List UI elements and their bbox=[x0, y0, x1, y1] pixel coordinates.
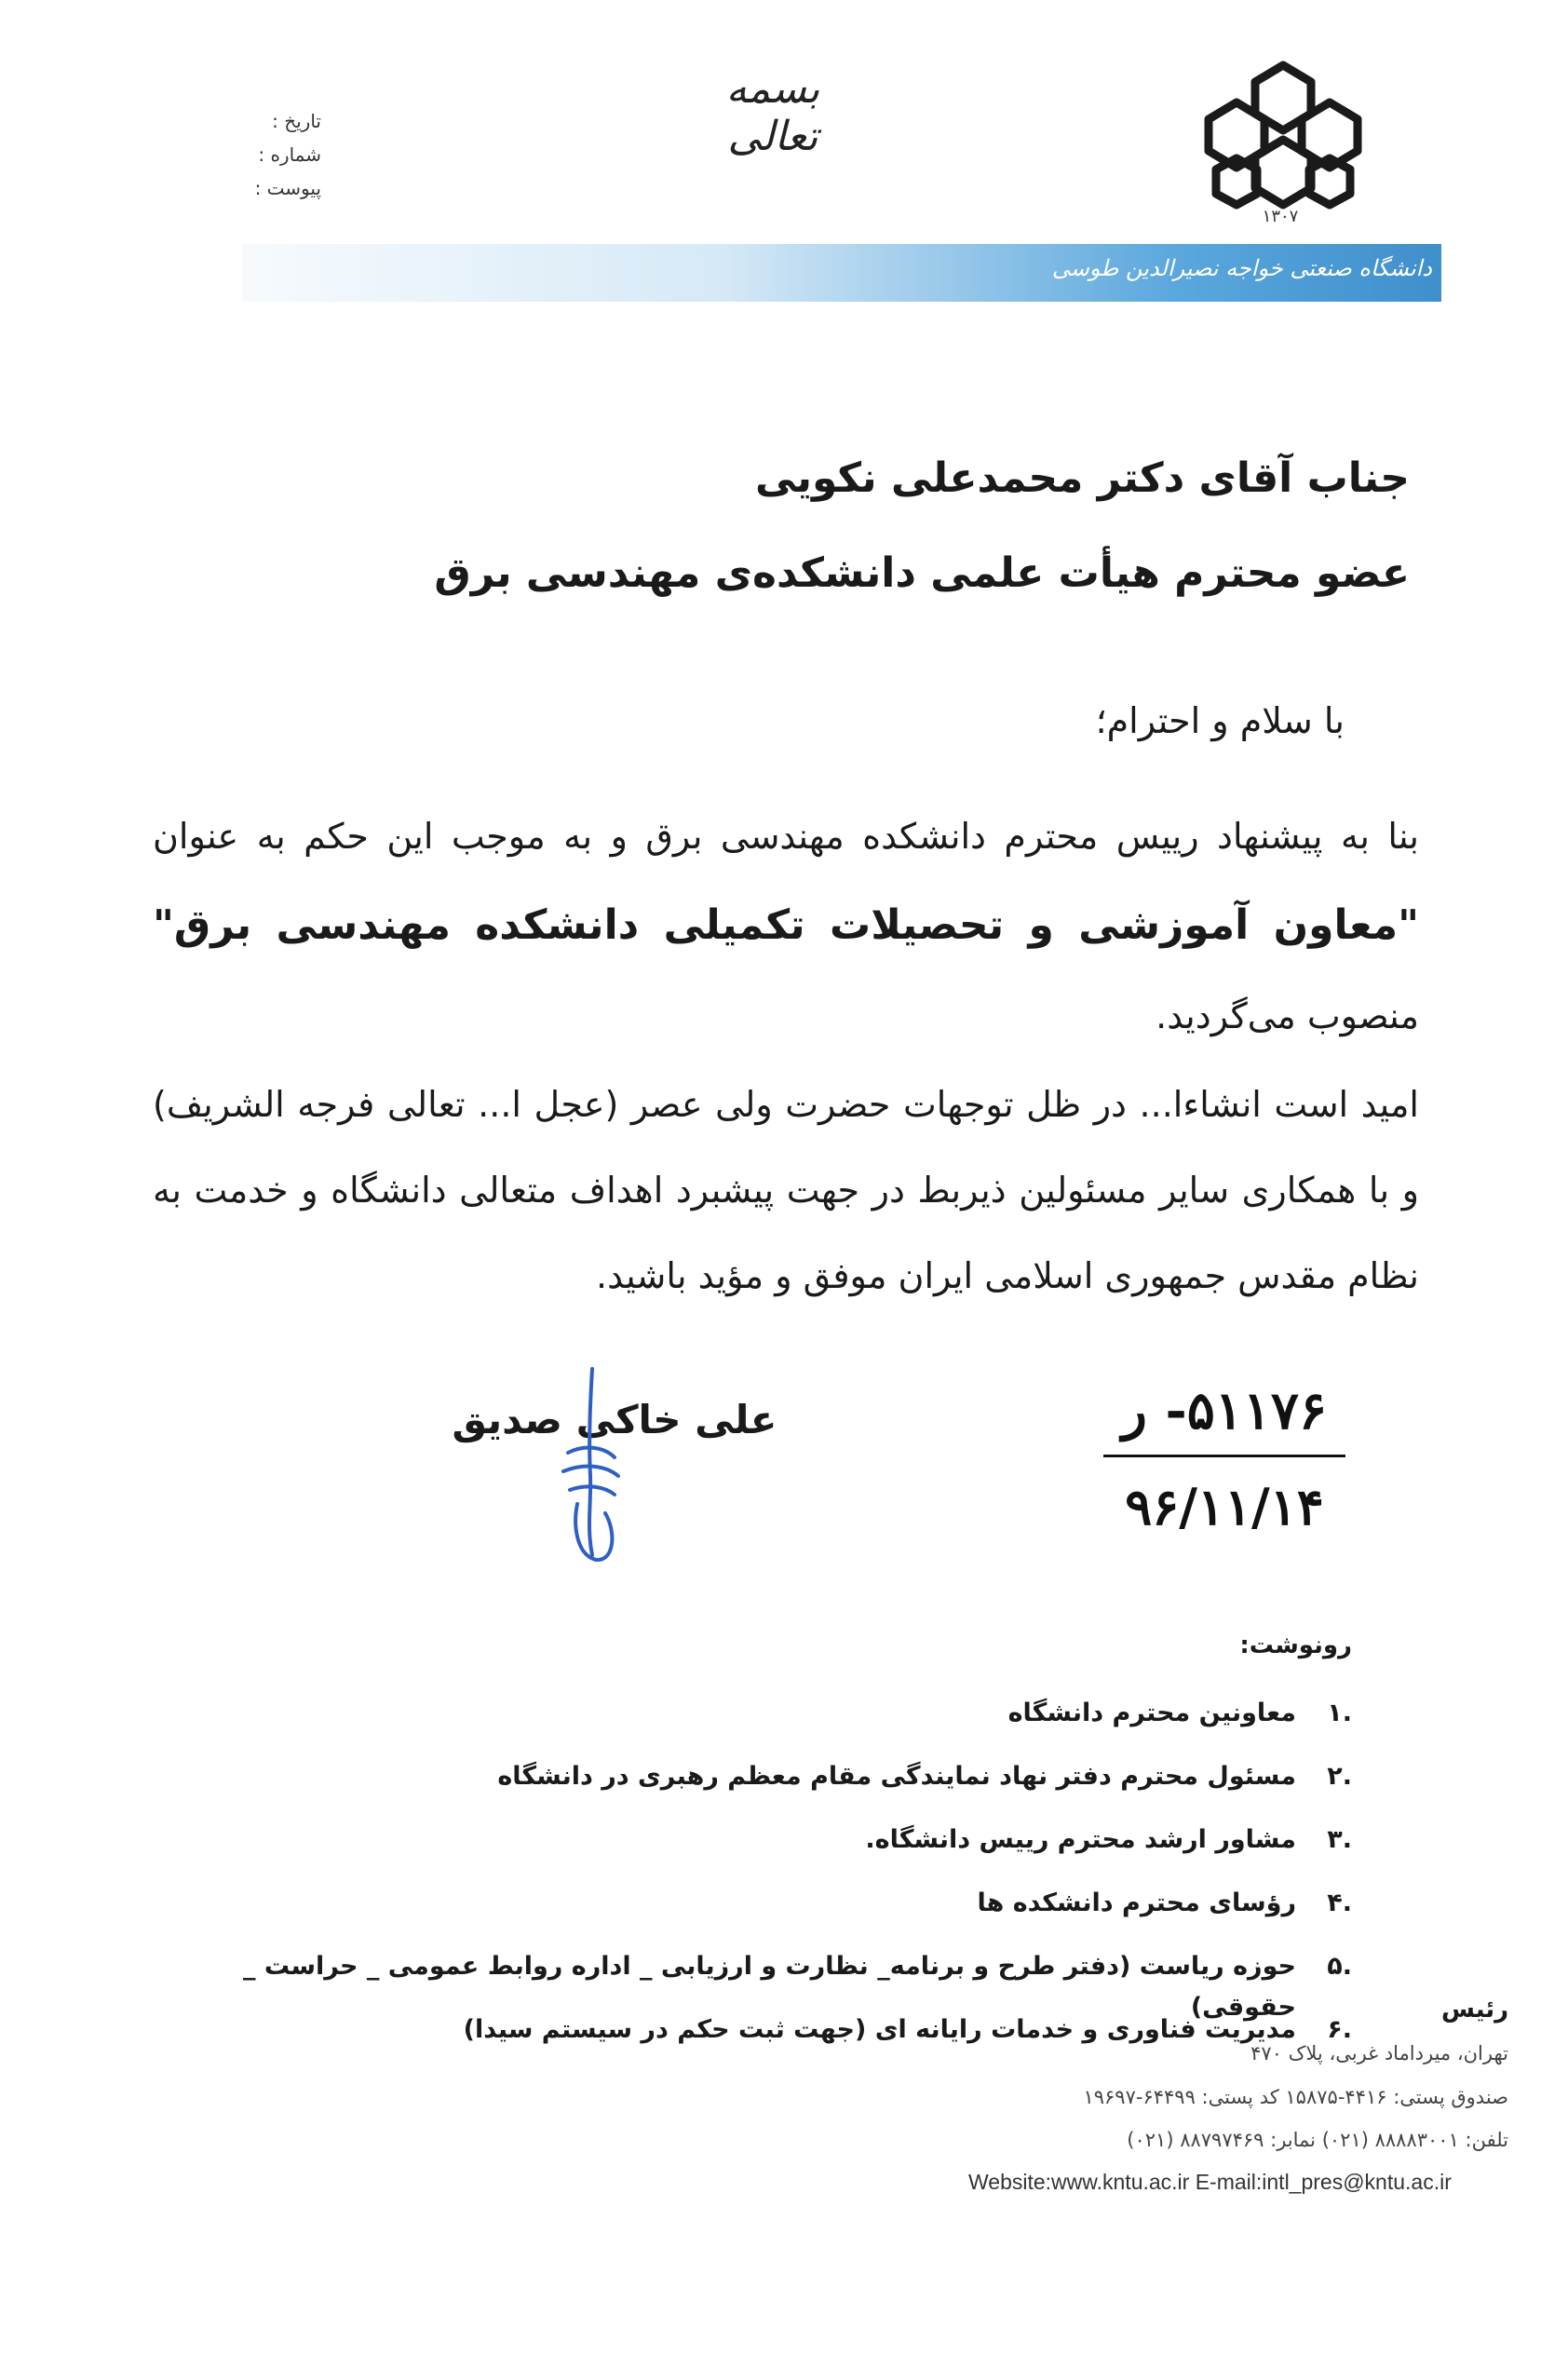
appointment-paragraph bbox=[153, 792, 1419, 1061]
registration-date: ۹۶/۱۱/۱۴ bbox=[1125, 1477, 1324, 1536]
addressee-name: جناب آقای دکتر محمدعلی نکویی bbox=[754, 454, 1410, 502]
footer-address: تهران، میرداماد غربی، پلاک ۴۷۰ bbox=[1250, 2042, 1508, 2064]
university-logo bbox=[1199, 58, 1367, 222]
cc-item-number: .۶ bbox=[1327, 2015, 1352, 2044]
cc-item-text: مسئول محترم دفتر نهاد نمایندگی مقام معظم رهبری در دانشگاه bbox=[497, 1762, 1296, 1791]
university-name: دانشگاه صنعتی خواجه نصیرالدین طوسی bbox=[1051, 255, 1432, 281]
addressee-position: عضو محترم هیأت علمی دانشکده‌ی مهندسی برق bbox=[434, 549, 1410, 597]
list-item bbox=[235, 1946, 1352, 2022]
cc-item-text: مشاور ارشد محترم رییس دانشگاه. bbox=[865, 1825, 1296, 1854]
attachment-label: پیوست : bbox=[254, 177, 321, 199]
logo-hex-bottom bbox=[1255, 140, 1311, 205]
header-banner bbox=[242, 244, 1441, 302]
cc-list bbox=[235, 1693, 1352, 2073]
signer-name: علی خاکی صدیق bbox=[452, 1397, 777, 1442]
basmala: بسمه تعالی bbox=[725, 65, 820, 160]
sig-stroke-1 bbox=[589, 1369, 592, 1555]
cc-item-number: .۵ bbox=[1327, 1952, 1352, 1981]
cc-item-number: .۳ bbox=[1327, 1825, 1352, 1854]
appointment-text-after: منصوب می‌گردید. bbox=[1156, 995, 1419, 1036]
cc-item-text: معاونین محترم دانشگاه bbox=[1007, 1699, 1296, 1727]
cc-item-text: رؤسای محترم دانشکده ها bbox=[977, 1888, 1296, 1917]
list-item bbox=[235, 1883, 1352, 1946]
handwritten-signature bbox=[549, 1364, 633, 1569]
list-item bbox=[235, 1756, 1352, 1820]
list-item bbox=[235, 1820, 1352, 1883]
cc-item-text: مدیریت فناوری و خدمات رایانه ای (جهت ثبت حکم در سیستم سیدا) bbox=[463, 2015, 1296, 2044]
cc-item-number: .۱ bbox=[1327, 1699, 1352, 1727]
logo-year: ۱۳۰۷ bbox=[1262, 207, 1299, 226]
chief-label: رئیس bbox=[1441, 1996, 1509, 2024]
list-item bbox=[235, 1693, 1352, 1756]
cc-item-text: حوزه ریاست (دفتر طرح و برنامه_ نظارت و ارزیابی _ اداره روابط عمومی _ حراست _ حقوقی) bbox=[242, 1952, 1296, 2022]
number-label: شماره : bbox=[258, 143, 321, 166]
footer-phone: تلفن: ۸۸۸۸۳۰۰۱ (۰۲۱) نمابر: ۸۸۷۹۷۴۶۹ (۰۲۱) bbox=[1127, 2129, 1508, 2151]
appointment-text-before: بنا به پیشنهاد رییس محترم دانشکده مهندسی برق و به موجب این حکم به عنوان bbox=[153, 816, 1419, 857]
registration-divider bbox=[1103, 1455, 1345, 1457]
sig-stroke-5 bbox=[575, 1504, 612, 1560]
cc-item-number: .۴ bbox=[1327, 1888, 1352, 1917]
cc-title: رونوشت: bbox=[1239, 1631, 1352, 1659]
greeting: با سلام و احترام؛ bbox=[1095, 700, 1345, 741]
footer-web-email: Website:www.kntu.ac.ir E-mail:intl_pres@kntu.ac.ir bbox=[968, 2170, 1452, 2194]
date-label: تاریخ : bbox=[272, 110, 321, 132]
registration-number: ۵۱۱۷۶- ر bbox=[1121, 1380, 1328, 1442]
cc-item-number: .۲ bbox=[1327, 1762, 1352, 1791]
footer-postal: صندوق پستی: ۴۴۱۶-۱۵۸۷۵ کد پستی: ۶۴۴۹۹-۱۹۶۹۷ bbox=[1083, 2086, 1508, 2108]
letter-meta-labels bbox=[219, 104, 321, 205]
appointment-title: "معاون آموزشی و تحصیلات تکمیلی دانشکده مهندسی برق" bbox=[153, 901, 1419, 949]
wishes-paragraph: امید است انشاءا... در ظل توجهات حضرت ولی عصر (عجل ا... تعالی فرجه الشریف) و با همکاری سایر مسئولین ذیربط در جهت پیشبرد اهداف متعالی دانشگاه و خدمت به نظام مقدس جمهوری اسلامی ایران موفق و مؤید باشید. bbox=[153, 1084, 1419, 1296]
